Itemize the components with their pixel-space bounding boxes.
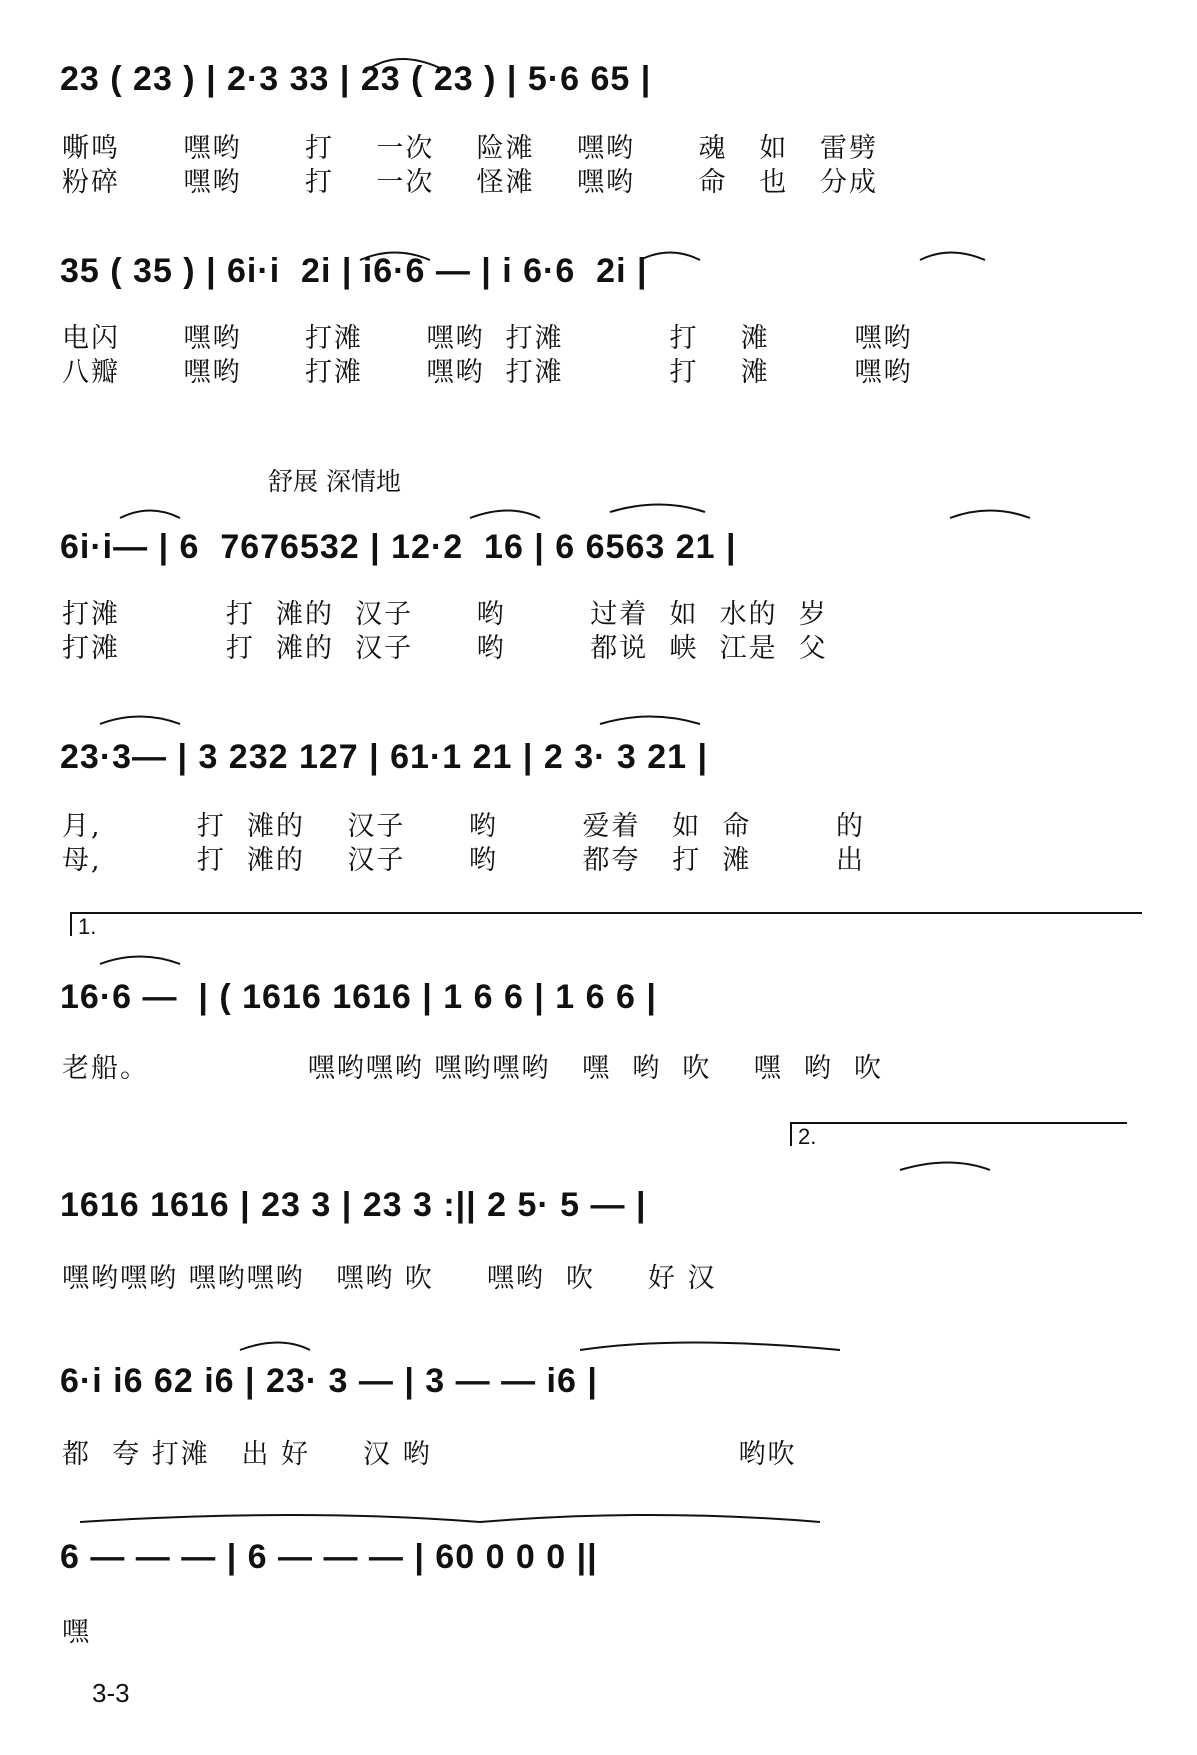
slur (900, 1163, 990, 1171)
lyric-line-6: 嘿哟嘿哟 嘿哟嘿哟 嘿哟 吹 嘿哟 吹 好 汉 (62, 1263, 717, 1294)
slur (80, 1515, 480, 1522)
notation-line-5: 16·6 — | ( 1616 1616 | 1 6 6 | 1 6 6 | (60, 978, 657, 1016)
slur (120, 511, 180, 519)
slur (950, 511, 1030, 519)
notation-line-4: 23·3— | 3 232 127 | 61·1 21 | 2 3· 3 21 | (60, 738, 709, 776)
slur (100, 717, 180, 725)
page-number: 3-3 (92, 1678, 130, 1708)
lyric-line-1b: 粉碎 嘿哟 打 一次 怪滩 嘿哟 命 也 分成 (62, 167, 878, 198)
lyric-line-3a: 打滩 打 滩的 汉子 哟 过着 如 水的 岁 (62, 599, 828, 630)
expression-mark: 舒展 深情地 (268, 467, 401, 496)
notation-line-3: 6i·i— | 6 7676532 | 12·2 16 | 6 6563 21 | (60, 528, 737, 566)
notation-line-2: 35 ( 35 ) | 6i·i 2i | i6·6 — | i 6·6 2i | (60, 252, 648, 290)
notation-line-6: 1616 1616 | 23 3 | 23 3 :|| 2 5· 5 — | (60, 1186, 647, 1224)
volta-1-label: 1. (78, 914, 97, 939)
slur (370, 59, 440, 68)
slur (640, 253, 700, 261)
lyric-line-3b: 打滩 打 滩的 汉子 哟 都说 峡 江是 父 (62, 633, 828, 664)
lyric-line-8: 嘿 (62, 1617, 91, 1648)
lyric-line-7: 都 夸 打滩 出 好 汉 哟 哟吹 (62, 1439, 797, 1470)
lyric-line-2a: 电闪 嘿哟 打滩 嘿哟 打滩 打 滩 嘿哟 (62, 323, 913, 354)
slur (580, 1343, 840, 1351)
notation-line-8: 6 — — — | 6 — — — | 60 0 0 0 || (60, 1538, 598, 1576)
slur (470, 511, 540, 519)
slur (480, 1515, 820, 1522)
lyric-line-4a: 月, 打 滩的 汉子 哟 爱着 如 命 的 (62, 811, 866, 842)
slur (610, 505, 705, 513)
volta-2-label: 2. (798, 1124, 817, 1149)
slur (240, 1343, 310, 1351)
lyric-line-1a: 嘶鸣 嘿哟 打 一次 险滩 嘿哟 魂 如 雷劈 (62, 133, 878, 164)
lyric-line-2b: 八瓣 嘿哟 打滩 嘿哟 打滩 打 滩 嘿哟 (62, 357, 913, 388)
notation-line-1: 23 ( 23 ) | 2·3 33 | 23 ( 23 ) | 5·6 65 | (60, 60, 652, 98)
slur (600, 717, 700, 725)
lyric-line-4b: 母, 打 滩的 汉子 哟 都夸 打 滩 出 (62, 845, 866, 876)
notation-line-7: 6·i i6 62 i6 | 23· 3 — | 3 — — i6 | (60, 1362, 598, 1400)
slur (100, 957, 180, 965)
slur (920, 253, 985, 261)
slur (360, 253, 430, 261)
lyric-line-5: 老船。 嘿哟嘿哟 嘿哟嘿哟 嘿 哟 吹 嘿 哟 吹 (62, 1053, 884, 1084)
